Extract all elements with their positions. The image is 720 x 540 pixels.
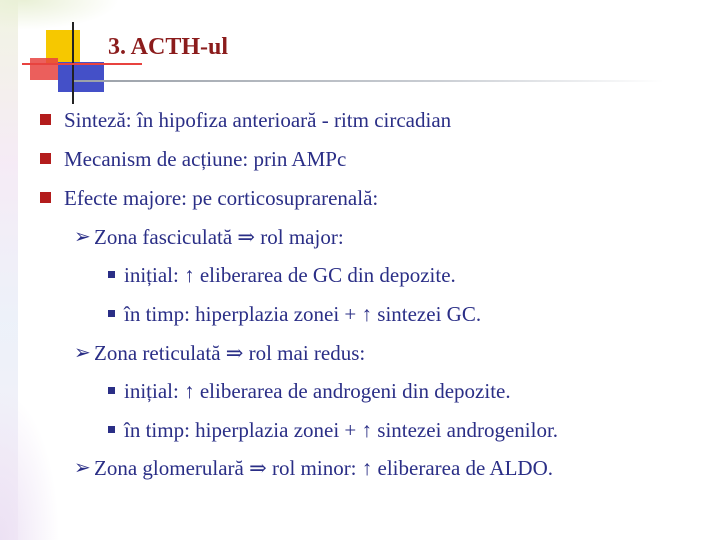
slide-title: 3. ACTH-ul: [108, 34, 229, 60]
title-decoration-blue-square: [58, 62, 104, 92]
title-decoration-red-line: [22, 63, 142, 65]
bullet-square-icon: [40, 114, 51, 125]
title-decoration-red-square: [30, 58, 58, 80]
bullet-square-icon: [40, 192, 51, 203]
background-corner: [0, 0, 120, 30]
sub-sub-bullet-item: în timp: hiperplazia zonei + ↑ sintezei GC.: [124, 302, 482, 326]
title-underline: [74, 80, 664, 82]
bullet-item: Efecte majore: pe corticosuprarenală:: [64, 186, 379, 210]
arrow-bullet-icon: ➢: [74, 342, 91, 364]
sub-bullet-item: Zona fasciculată ⇒ rol major:: [94, 225, 344, 249]
sub-sub-bullet-item: inițial: ↑ eliberarea de androgeni din depozite.: [124, 379, 511, 403]
bullet-item: Mecanism de acțiune: prin AMPc: [64, 147, 347, 171]
sub-bullet-item: Zona reticulată ⇒ rol mai redus:: [94, 341, 366, 365]
arrow-bullet-icon: ➢: [74, 457, 91, 479]
arrow-bullet-icon: ➢: [74, 226, 91, 248]
sub-bullet-item: Zona glomerulară ⇒ rol minor: ↑ eliberarea de ALDO.: [94, 456, 554, 480]
background-swirl: [0, 390, 60, 540]
small-bullet-icon: [108, 387, 115, 394]
bullet-square-icon: [40, 153, 51, 164]
small-bullet-icon: [108, 271, 115, 278]
sub-sub-bullet-item: inițial: ↑ eliberarea de GC din depozite.: [124, 263, 456, 287]
small-bullet-icon: [108, 426, 115, 433]
bullet-item: Sinteză: în hipofiza anterioară - ritm circadian: [64, 108, 452, 132]
sub-sub-bullet-item: în timp: hiperplazia zonei + ↑ sintezei androgenilor.: [124, 418, 559, 442]
small-bullet-icon: [108, 310, 115, 317]
